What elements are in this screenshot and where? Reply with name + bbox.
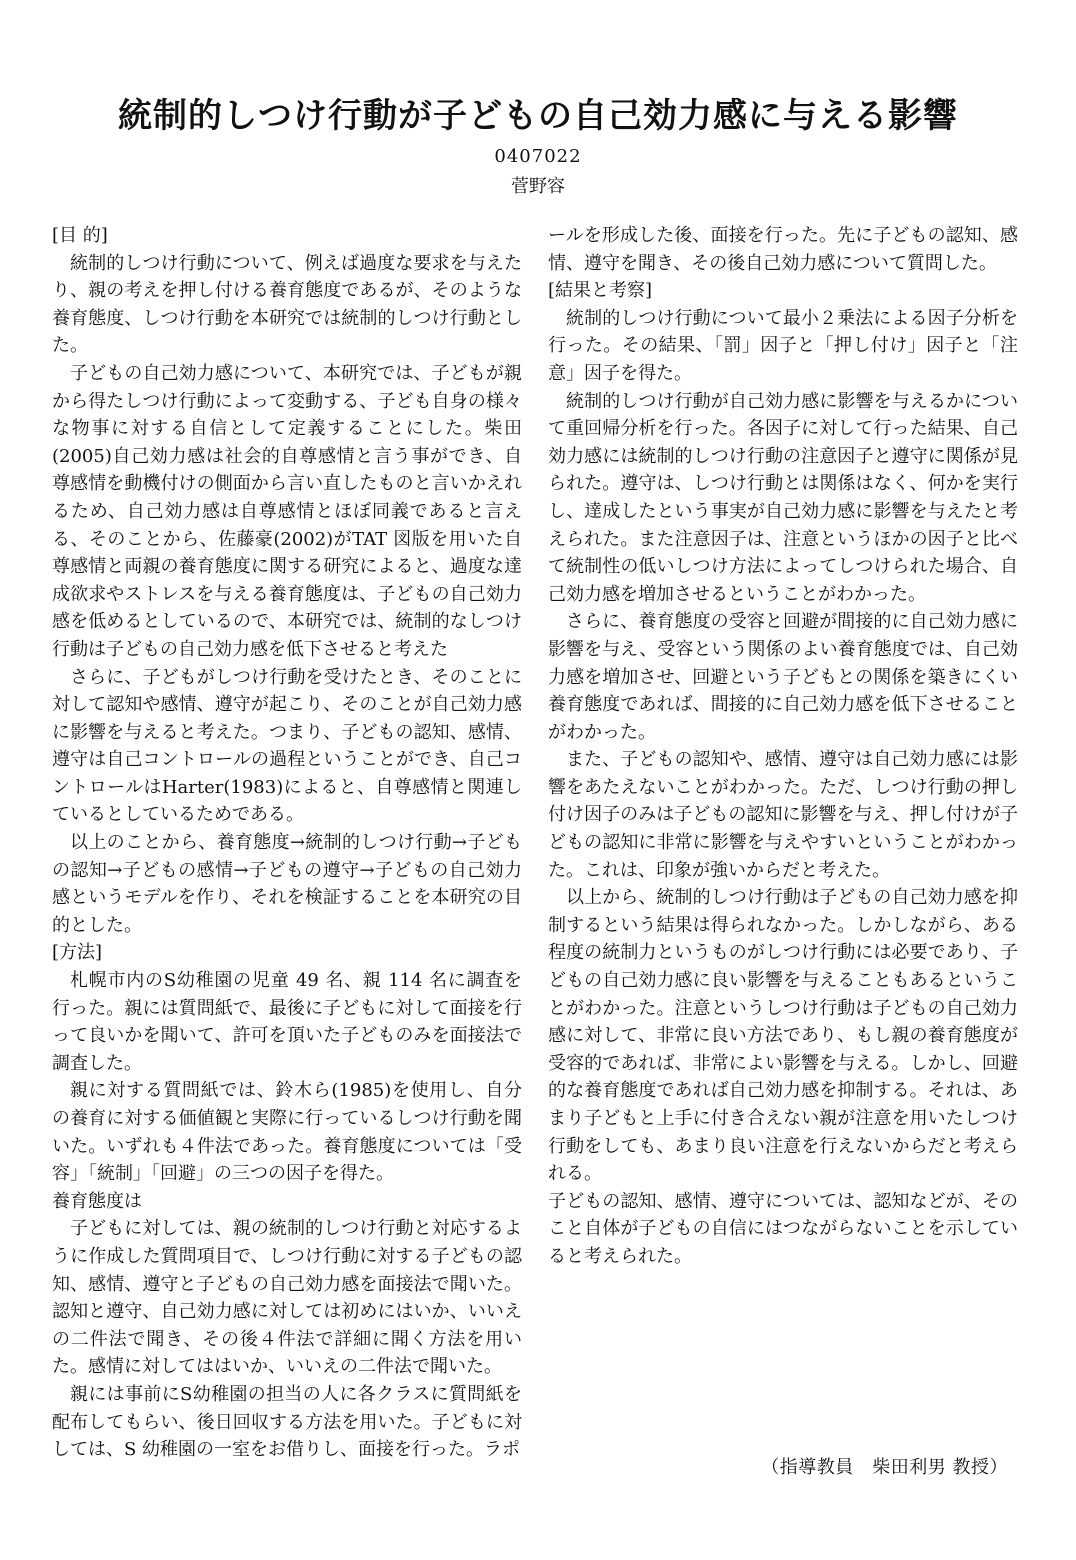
method-paragraph: 親に対する質問紙では、鈴木ら(1985)を使用し、自分の養育に対する価値観と実際に行っているしつけ行動を聞いた。いずれも４件法であった。養育態度については「受容」「統制」「回避」の三つの因子を得た。 [52,1080,522,1185]
section-heading-purpose: [目 的] [52,225,108,246]
method-paragraph: 札幌市内のS幼稚園の児童 49 名、親 114 名に調査を行った。親には質問紙で、最後に子どもに対して面接を行って良いかを聞いて、許可を頂いた子どものみを面接法で調査した。 [52,970,522,1074]
advisor-signature: （指導教員 柴田利男 教授） [761,1457,1008,1478]
results-paragraph: 統制的しつけ行動が自己効力感に影響を与えるかについて重回帰分析を行った。各因子に対して行った結果、自己効力感には統制的しつけ行動の注意因子と遵守に関係が見られた。遵守は、しつけ行動とは関係はなく、何かを実行し、達成したという事実が自己効力感に影響を与えたと考えられた。また注意因子は、注意というほかの因子と比べて統制性の低いしつけ方法によってしつけられた場合、自己効力感を増加させるということがわかった。 [548,390,1018,605]
paper-title: 統制的しつけ行動が子どもの自己効力感に与える影響 [118,96,958,136]
results-paragraph: さらに、養育態度の受容と回避が間接的に自己効力感に影響を与え、受容という関係のよい養育態度では、自己効力感を増加させ、回避という子どもとの関係を築きにくい養育態度であれば、間接的に自己効力感を低下させることがわかった。 [548,611,1018,743]
purpose-paragraph: 以上のことから、養育態度→統制的しつけ行動→子どもの認知→子どもの感情→子どもの遵守→子どもの自己効力感というモデルを作り、それを検証することを本研究の目的とした。 [52,832,522,936]
right-column [548,222,1018,1271]
results-paragraph: 子どもの認知、感情、遵守については、認知などが、そのこと自体が子どもの自信にはつながらないことを示していると考えられた。 [548,1190,1018,1267]
section-heading-method: [方法] [52,942,103,964]
method-inline-label: 養育態度は [52,1190,142,1212]
left-column [52,222,522,1464]
method-paragraph-continued: ールを形成した後、面接を行った。先に子どもの認知、感情、遵守を聞き、その後自己効力感について質問した。 [548,225,1018,274]
section-heading-results: [結果と考察] [548,280,653,302]
results-paragraph: また、子どもの認知や、感情、遵守は自己効力感には影響をあたえないことがわかった。ただ、しつけ行動の押し付け因子のみは子どもの認知に影響を与え、押し付けが子どもの認知に非常に影響を与えやすいということがわかった。これは、印象が強いからだと考えた。 [548,749,1018,881]
method-paragraph: 子どもに対しては、親の統制的しつけ行動と対応するように作成した質問項目で、しつけ行動に対する子どもの認知、感情、遵守と子どもの自己効力感を面接法で聞いた。認知と遵守、自己効力感に対しては初めにはいか、いいえの二件法で聞き、その後４件法で詳細に聞く方法を用いた。感情に対してははいか、いいえの二件法で聞いた。 [52,1218,522,1378]
method-paragraph: 親には事前にS幼稚園の担当の人に各クラスに質問紙を配布してもらい、後日回収する方法を用いた。子どもに対しては、S 幼稚園の一室をお借りし、面接を行った。ラポ [52,1383,522,1461]
student-id: 0407022 [494,146,582,167]
purpose-paragraph: 子どもの自己効力感について、本研究では、子どもが親から得たしつけ行動によって変動する、子ども自身の様々な物事に対する自信として定義することにした。柴田(2005)自己効力感は社会的自尊感情と言う事ができ、自尊感情を動機付けの側面から言い直したものと言いかえれるため、自己効力感は自尊感情とほぼ同義であると言える、そのことから、佐藤豪(2002)がTAT 図版を用いた自尊感情と両親の養育態度に関する研究によると、過度な達成欲求やストレスを与える養育態度は、子どもの自己効力感を低めるとしているので、本研究では、統制的なしつけ行動は子どもの自己効力感を低下させると考えた [52,362,522,660]
author-name: 菅野容 [511,176,565,197]
purpose-paragraph: さらに、子どもがしつけ行動を受けたとき、そのことに対して認知や感情、遵守が起こり、そのことが自己効力感に影響を与えると考えた。つまり、子どもの認知、感情、遵守は自己コントロールの過程ということができ、自己コントロールはHarter(1983)によると、自尊感情と関連しているとしているためである。 [52,666,522,826]
results-paragraph: 以上から、統制的しつけ行動は子どもの自己効力感を抑制するという結果は得られなかった。しかしながら、ある程度の統制力というものがしつけ行動には必要であり、子どもの自己効力感に良い影響を与えることもあるということがわかった。注意というしつけ行動は子どもの自己効力感に対して、非常に良い方法であり、もし親の養育態度が受容的であれば、非常によい影響を与える。しかし、回避的な養育態度であれば自己効力感を抑制する。それは、あまり子どもと上手に付き合えない親が注意を用いたしつけ行動をしても、あまり良い注意を行えないからだと考えられる。 [548,887,1018,1185]
purpose-paragraph: 統制的しつけ行動について、例えば過度な要求を与えたり、親の考えを押し付ける養育態度であるが、そのような養育態度、しつけ行動を本研究では統制的しつけ行動とした。 [52,252,522,357]
results-paragraph: 統制的しつけ行動について最小２乗法による因子分析を行った。その結果、「罰」因子と「押し付け」因子と「注意」因子を得た。 [548,307,1018,384]
